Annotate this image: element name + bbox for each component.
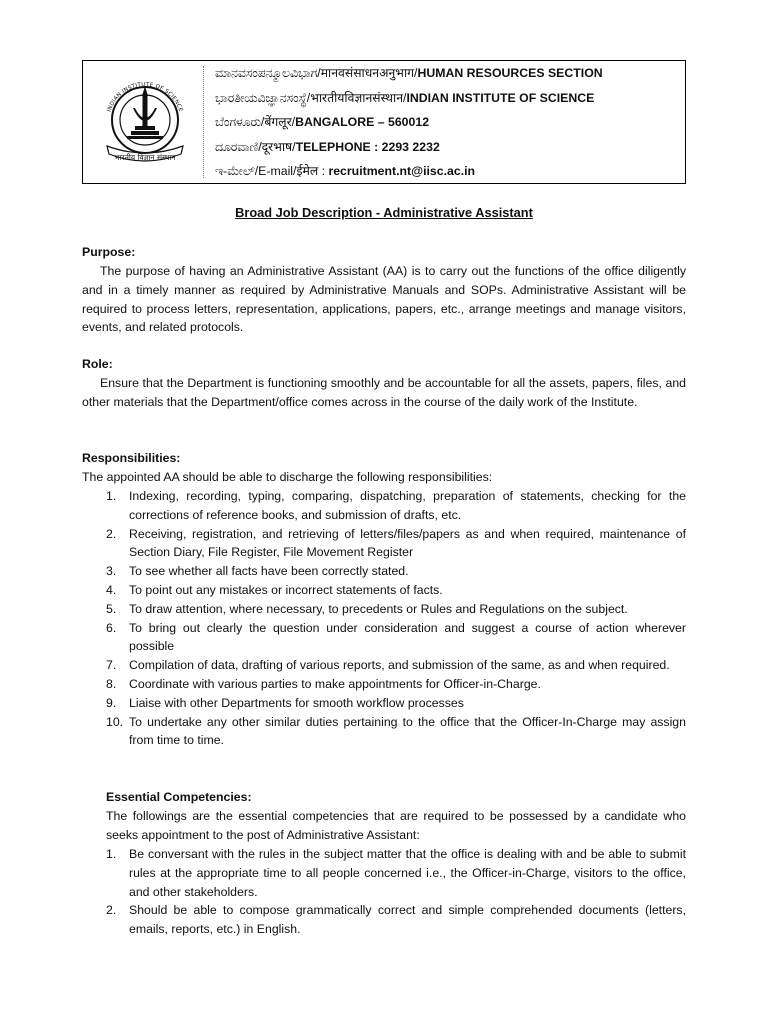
iisc-logo-icon — [95, 76, 195, 168]
line-3-label: ಬೆಂಗಳೂರು/बेंगलूर/ — [215, 115, 296, 129]
line-5-label: ಇ-ಮೇಲ್/E-mail/ईमेल : — [215, 164, 329, 178]
item-number: 7. — [106, 658, 117, 673]
item-text: Liaise with other Departments for smooth workflow processes — [129, 695, 464, 710]
list-item — [82, 487, 686, 525]
responsibilities-heading: Responsibilities: — [82, 451, 181, 465]
logo-cell — [87, 66, 204, 178]
purpose-text: The purpose of having an Administrative Assistant (AA) is to carry out the functions of the office diligently and in a timely manner as required by Administrative Manuals and SOPs. Administrative Assistant will be required to process letters, representation, applications, papers, etc., arrange meetings and manage visitors, events, and related protocols. — [82, 264, 686, 335]
letterhead-lines — [215, 63, 603, 186]
responsibilities-list — [82, 487, 686, 750]
letterhead-line-2 — [215, 88, 603, 113]
competencies-heading: Essential Competencies: — [106, 790, 252, 804]
item-number: 6. — [106, 620, 117, 635]
competencies-list — [82, 845, 686, 939]
document-title: Broad Job Description - Administrative Assistant — [235, 205, 533, 220]
item-number: 2. — [106, 903, 117, 918]
letterhead-line-1 — [215, 63, 603, 88]
letterhead-line-3 — [215, 112, 603, 137]
logo-top-text: INDIAN INSTITUTE OF SCIENCE — [106, 81, 184, 113]
letterhead-box — [82, 60, 686, 184]
role-heading: Role: — [82, 357, 113, 371]
item-number: 10. — [106, 714, 124, 729]
item-text: Should be able to compose grammatically correct and simple comprehended documents (letters, emails, reports, etc.) in English. — [129, 903, 686, 937]
list-item — [82, 675, 686, 694]
item-text: To point out any mistakes or incorrect statements of facts. — [129, 582, 443, 597]
list-item — [82, 525, 686, 563]
item-number: 8. — [106, 676, 117, 691]
list-item — [82, 562, 686, 581]
item-text: To undertake any other similar duties pertaining to the office that the Officer-In-Charge may assign from time to time. — [129, 714, 686, 748]
item-text: Compilation of data, drafting of various reports, and submission of the same, as and when required. — [129, 658, 670, 673]
competencies-intro: The followings are the essential competencies that are required to be possessed by a candidate who seeks appointment to the post of Administrative Assistant: — [106, 809, 686, 842]
item-text: Indexing, recording, typing, comparing, dispatching, preparation of statements, checking for the corrections of reference books, and submission of drafts, etc. — [129, 489, 686, 522]
logo-bottom-text: भारतीय विज्ञान संस्थान — [114, 153, 176, 162]
item-text: Be conversant with the rules in the subject matter that the office is dealing with and be able to submit rules at the appropriate time to all people concerned i.e., the Officer-in-Charge, visitors to the office, and other stakeholders. — [129, 847, 686, 899]
item-text: To draw attention, where necessary, to precedents or Rules and Regulations on the subject. — [129, 601, 628, 616]
item-number: 1. — [106, 847, 117, 861]
item-number: 3. — [106, 564, 117, 579]
list-item — [82, 581, 686, 600]
purpose-heading: Purpose: — [82, 245, 136, 259]
list-item — [82, 694, 686, 713]
item-number: 2. — [106, 526, 117, 541]
item-number: 5. — [106, 601, 117, 616]
list-item — [82, 713, 686, 751]
list-item — [82, 656, 686, 675]
email-link[interactable]: recruitment.nt@iisc.ac.in — [328, 164, 476, 178]
list-item — [82, 901, 686, 939]
line-2-label: ಭಾರತೀಯವಿಜ್ಞಾನಸಂಸ್ಥೆ/भारतीयविज्ञानसंस्थान/ — [215, 90, 407, 105]
line-1-value: HUMAN RESOURCES SECTION — [417, 66, 603, 80]
item-text: To see whether all facts have been correctly stated. — [129, 564, 409, 579]
item-text: Receiving, registration, and retrieving of letters/files/papers as and when required, maintenance of Section Diary, File Register, File Movement Register — [129, 526, 686, 560]
item-text: To bring out clearly the question under consideration and suggest a course of action wherever possible — [129, 620, 686, 654]
list-item — [82, 600, 686, 619]
responsibilities-intro: The appointed AA should be able to discharge the following responsibilities: — [82, 470, 493, 484]
letterhead-line-5 — [215, 161, 603, 186]
list-item — [82, 619, 686, 657]
item-text: Coordinate with various parties to make appointments for Officer-in-Charge. — [129, 676, 541, 691]
line-1-label: ಮಾನವಸಂಪನ್ಮೂಲವಿಭಾಗ/मानवसंसाधनअनुभाग/ — [215, 66, 418, 80]
item-number: 4. — [106, 582, 117, 597]
line-4-label: ದೂರವಾಣಿ/दूरभाष/ — [215, 139, 296, 154]
role-text: Ensure that the Department is functioning smoothly and be accountable for all the assets, papers, files, and other materials that the Department/office comes across in the course of the daily work of the Institute. — [82, 376, 686, 409]
line-4-value: TELEPHONE : 2293 2232 — [295, 139, 440, 154]
item-number: 1. — [106, 489, 117, 503]
item-number: 9. — [106, 695, 117, 710]
list-item — [82, 845, 686, 901]
letterhead-line-4 — [215, 137, 603, 162]
line-2-value: INDIAN INSTITUTE OF SCIENCE — [406, 90, 595, 105]
line-3-value: BANGALORE – 560012 — [295, 115, 430, 129]
